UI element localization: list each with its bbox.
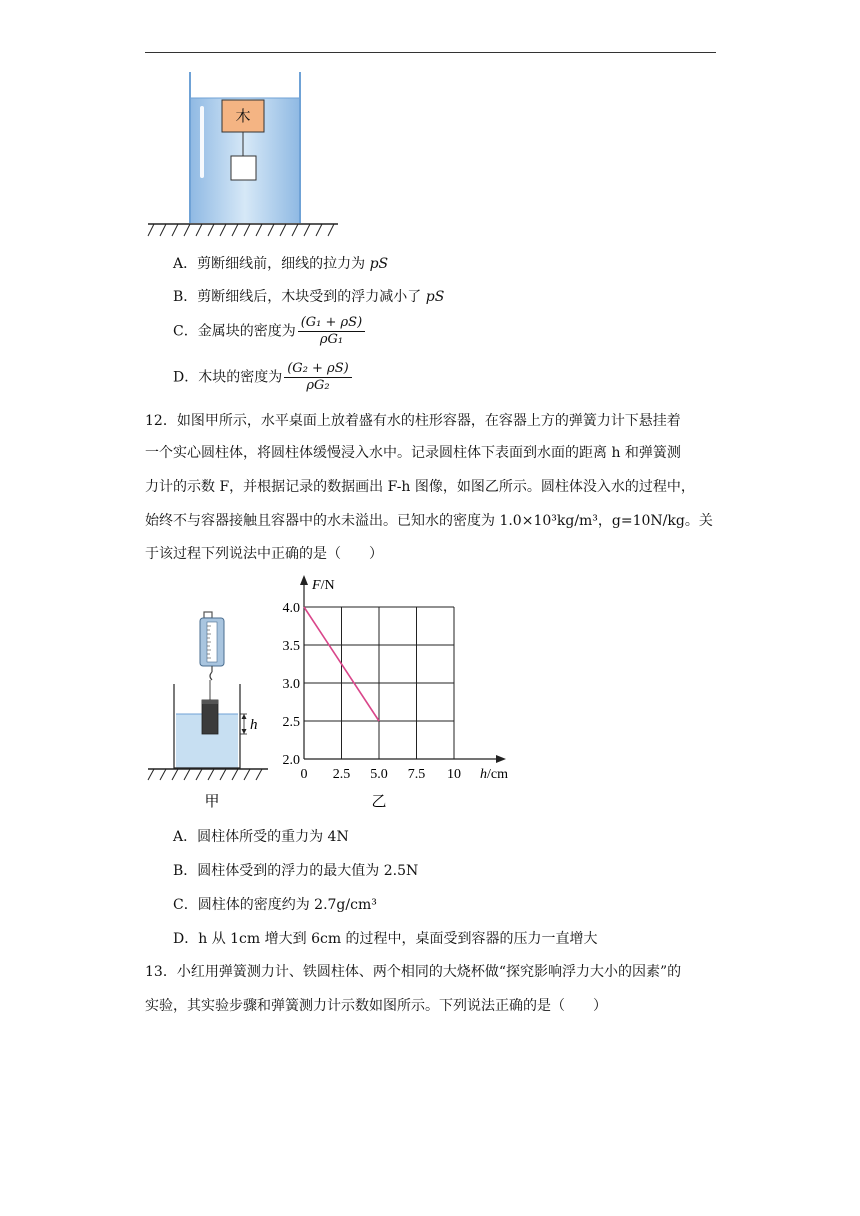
q11-option-a-text: A．剪断细线前，细线的拉力为 [173, 256, 370, 272]
x-tick-label: 0 [300, 767, 308, 782]
figure-jia-spring-scale [140, 608, 275, 808]
cylinder-top [202, 700, 218, 704]
y-tick-label: 4.0 [282, 601, 300, 616]
q11-option-d-fraction [284, 361, 351, 394]
chart-axes [300, 575, 506, 763]
chart-x-axis-label: h/cm [480, 767, 508, 782]
chart-y-axis-label: F/N [312, 578, 335, 593]
q11-option-d [173, 361, 352, 394]
x-axis-arrow [496, 755, 506, 763]
table-hatch-jia [148, 769, 262, 780]
h-arrow-top [242, 714, 247, 719]
q12-line-5: 于该过程下列说法中正确的是（ ） [145, 546, 383, 562]
q13-line-1: 13．小红用弹簧测力计、铁圆柱体、两个相同的大烧杯做“探究影响浮力大小的因素”的 [145, 964, 682, 980]
h-label: h [250, 717, 258, 733]
q11-option-c-fraction [298, 315, 365, 348]
q11-option-d-numerator: (G₂ + ρS) [284, 361, 351, 378]
q11-option-a-var: pS [369, 256, 389, 272]
x-tick-label: 10 [447, 767, 461, 782]
table-hatch [148, 224, 334, 236]
scale-bottom-hook [210, 672, 212, 680]
q11-option-c-numerator: (G₁ + ρS) [298, 315, 365, 332]
chart-grid [304, 607, 454, 759]
y-tick-label: 2.0 [282, 753, 300, 768]
q12-option-b: B．圆柱体受到的浮力的最大值为 2.5N [173, 863, 419, 879]
q11-option-b-text: B．剪断细线后，木块受到的浮力减小了 [173, 289, 426, 305]
y-axis-arrow [300, 575, 308, 585]
figure-yi-label: 乙 [371, 792, 387, 810]
y-tick-label: 2.5 [282, 715, 300, 730]
q11-option-b [173, 287, 444, 307]
q11-option-b-var: pS [425, 289, 445, 305]
q12-option-c: C．圆柱体的密度约为 2.7g/cm³ [173, 897, 377, 913]
glass-highlight [200, 106, 204, 178]
h-arrow-bottom [242, 729, 247, 734]
q11-option-d-text: D．木块的密度为 [173, 369, 283, 386]
q12-line-2: 一个实心圆柱体，将圆柱体缓慢浸入水中。记录圆柱体下表面到水面的距离 h 和弹簧测 [145, 445, 681, 461]
q11-option-a [173, 254, 388, 274]
q12-line-3: 力计的示数 F，并根据记录的数据画出 F-h 图像，如图乙所示。圆柱体没入水的过程中， [145, 479, 695, 495]
figure-yi-chart [270, 575, 520, 815]
q11-option-c [173, 315, 365, 348]
x-tick-label: 7.5 [407, 767, 426, 782]
q12-option-d: D．h 从 1cm 增大到 6cm 的过程中，桌面受到容器的压力一直增大 [173, 931, 598, 947]
x-tick-label: 5.0 [370, 767, 388, 782]
q12-line-4: 始终不与容器接触且容器中的水未溢出。已知水的密度为 1.0×10³kg/m³，g=10N/kg。关 [145, 513, 713, 529]
y-tick-label: 3.5 [282, 639, 300, 654]
figure-jia-label: 甲 [204, 792, 220, 808]
scale-top-hook [204, 612, 212, 618]
q11-option-c-text: C．金属块的密度为 [173, 323, 296, 340]
q11-option-c-denominator: ρG₁ [319, 332, 344, 347]
q12-option-a: A．圆柱体所受的重力为 4N [173, 829, 349, 845]
metal-block [231, 156, 256, 180]
top-rule [145, 52, 716, 53]
chart-tick-labels [283, 601, 462, 782]
q11-option-d-denominator: ρG₂ [306, 378, 330, 393]
wood-block-label: 木 [235, 107, 251, 125]
q13-line-2: 实验，其实验步骤和弹簧测力计示数如图所示。下列说法正确的是（ ） [145, 998, 607, 1014]
y-tick-label: 3.0 [282, 677, 300, 692]
q12-line-1: 12．如图甲所示，水平桌面上放着盛有水的柱形容器，在容器上方的弹簧力计下悬挂着 [145, 413, 681, 429]
cylinder [202, 700, 218, 734]
figure-container-wood-block [140, 64, 350, 244]
x-tick-label: 2.5 [332, 767, 351, 782]
